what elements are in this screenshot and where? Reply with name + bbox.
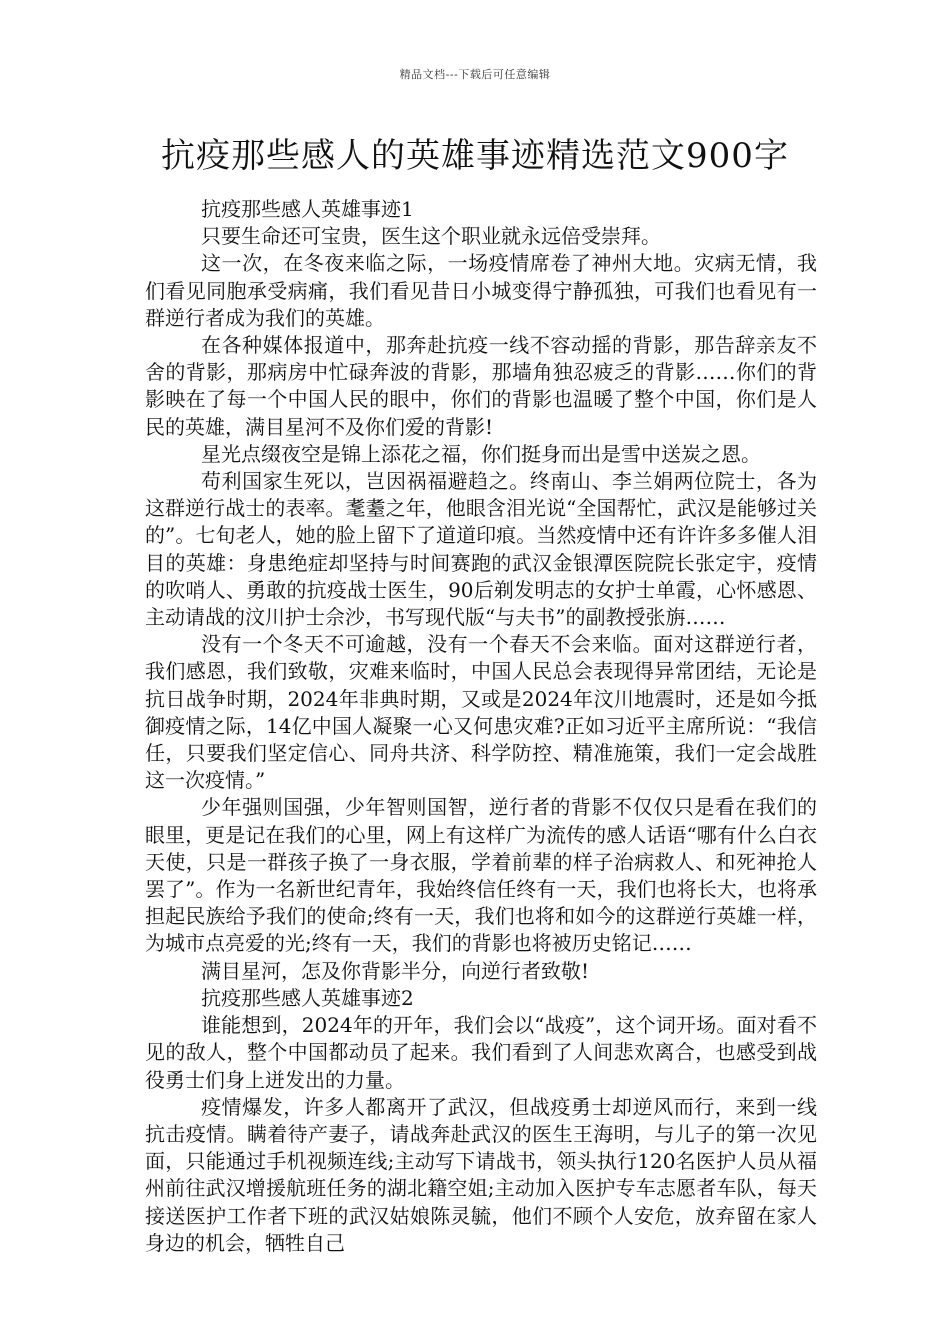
paragraph: 谁能想到，2024年的开年，我们会以“战疫”，这个词开场。面对看不见的敌人，整个中国都动员了起来。我们看到了人间悲欢离合，也感受到战役勇士们身上迸发出的力量。 [145, 1013, 817, 1092]
paragraph: 苟利国家生死以，岂因祸福避趋之。终南山、李兰娟两位院士，各为这群逆行战士的表率。耄耋之年，他眼含泪光说“全国帮忙，武汉是能够过关的”。七旬老人，她的脸上留下了道道印痕。当然疫情中还有许许多多催人泪目的英雄：身患绝症却坚持与时间赛跑的武汉金银潭医院院长张定宇，疫情的吹哨人、勇敢的抗疫战士医生，90后剃发明志的女护士单霞，心怀感恩、主动请战的汶川护士佘沙，书写现代版“与夫书”的副教授张旃…… [145, 469, 817, 630]
page-header: 精品文档---下载后可任意编辑 [399, 68, 551, 81]
paragraph: 在各种媒体报道中，那奔赴抗疫一线不容动摇的背影，那告辞亲友不舍的背影，那病房中忙碌奔波的背影，那墙角独忍疲乏的背影……你们的背影映在了每一个中国人民的眼中，你们的背影也温暖了整个中国，你们是人民的英雄，满目星河不及你们爱的背影! [145, 333, 817, 439]
document-body [145, 196, 817, 1257]
paragraph: 满目星河，怎及你背影半分，向逆行者致敬! [201, 958, 590, 983]
paragraph: 这一次，在冬夜来临之际，一场疫情席卷了神州大地。灾病无情，我们看见同胞承受病痛，我们看见昔日小城变得宁静孤独，可我们也看见有一群逆行者成为我们的英雄。 [145, 251, 817, 330]
paragraph: 少年强则国强，少年智则国智，逆行者的背影不仅仅只是看在我们的眼里，更是记在我们的心里，网上有这样广为流传的感人话语“哪有什么白衣天使，只是一群孩子换了一身衣服，学着前辈的样子治病救人、和死神抢人罢了”。作为一名新世纪青年，我始终信任终有一天，我们也将长大，也将承担起民族给予我们的使命;终有一天，我们也将和如今的这群逆行英雄一样，为城市点亮爱的光;终有一天，我们的背影也将被历史铭记…… [145, 795, 817, 956]
paragraph: 只要生命还可宝贵，医生这个职业就永远倍受崇拜。 [201, 224, 661, 249]
section-heading-2: 抗疫那些感人英雄事迹2 [201, 985, 414, 1010]
document-title: 抗疫那些感人的英雄事迹精选范文900字 [161, 136, 789, 176]
paragraph: 星光点缀夜空是锦上添花之福，你们挺身而出是雪中送炭之恩。 [201, 441, 761, 466]
paragraph: 疫情爆发，许多人都离开了武汉，但战疫勇士却逆风而行，来到一线抗击疫情。瞒着待产妻子，请战奔赴武汉的医生王海明，与儿子的第一次见面，只能通过手机视频连线;主动写下请战书，领头执行120名医护人员从福州前往武汉增援航班任务的湖北籍空姐;主动加入医护专车志愿者车队，每天接送医护工作者下班的武汉姑娘陈灵毓，他们不顾个人安危，放弃留在家人身边的机会，牺牲自己 [145, 1094, 817, 1255]
paragraph: 没有一个冬天不可逾越，没有一个春天不会来临。面对这群逆行者，我们感恩，我们致敬，灾难来临时，中国人民总会表现得异常团结，无论是抗日战争时期，2024年非典时期，又或是2024年汶川地震时，还是如今抵御疫情之际，14亿中国人凝聚一心又何患灾难?正如习近平主席所说：“我信任，只要我们坚定信心、同舟共济、科学防控、精准施策，我们一定会战胜这一次疫情。” [145, 632, 817, 793]
section-heading-1: 抗疫那些感人英雄事迹1 [201, 197, 414, 221]
